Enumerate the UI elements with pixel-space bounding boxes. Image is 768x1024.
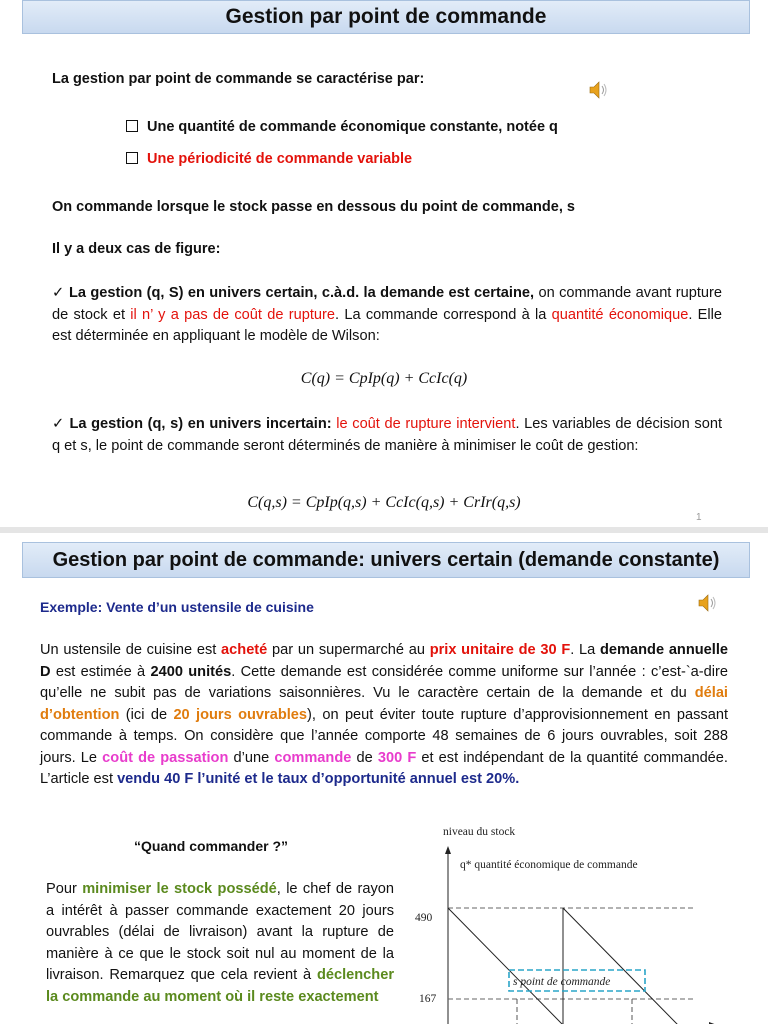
y-axis-arrow <box>445 846 451 854</box>
order-rule: On commande lorsque le stock passe en dessous du point de commande, s <box>52 199 575 215</box>
y-tick-490: 490 <box>415 912 433 924</box>
slide-title: Gestion par point de commande: univers certain (demande constante) <box>22 542 750 578</box>
graph-ylabel: niveau du stock <box>443 826 516 838</box>
bullet-2 <box>126 151 412 167</box>
case-1-paragraph: ✓ La gestion (q, S) en univers certain, c.à.d. la demande est certaine, on commande avant rupture de stock et il n’ y a pas de coût de rupture. La commande correspond à la quantité économique. Elle est déterminée en appliquant le modèle de Wilson: <box>52 285 722 344</box>
check-icon: ✓ <box>52 285 69 301</box>
cases-intro: Il y a deux cas de figure: <box>52 241 221 257</box>
checkbox-icon <box>126 120 138 132</box>
example-heading: Exemple: Vente d’un ustensile de cuisine <box>40 599 314 615</box>
y-tick-167: 167 <box>419 993 437 1005</box>
speaker-icon[interactable] <box>588 79 610 101</box>
checkbox-icon <box>126 152 138 164</box>
check-icon: ✓ <box>52 416 70 432</box>
bullet-1 <box>126 119 558 135</box>
slide-2 <box>0 532 768 1024</box>
bullet-1-text: Une quantité de commande économique constante, notée q <box>147 119 558 135</box>
quand-heading: “Quand commander ?” <box>134 838 289 854</box>
speaker-icon[interactable] <box>697 592 719 614</box>
order-point-label: s point de commande <box>513 976 611 988</box>
case-2-paragraph: ✓ La gestion (q, s) en univers incertain: le coût de rupture intervient. Les variables de décision sont q et s, le point de commande seront déterminés de manière à minimiser le coût de gestion: <box>52 416 723 454</box>
formula-cost: C(q,s) = CpIp(q,s) + CcIc(q,s) + CrIr(q,s) <box>247 494 521 511</box>
formula-wilson: C(q) = CpIp(q) + CcIc(q) <box>300 370 468 387</box>
intro-text: La gestion par point de commande se caractérise par: <box>52 71 425 87</box>
stock-graph <box>405 818 735 1024</box>
page-number: 1 <box>696 512 702 523</box>
stock-decline-1 <box>448 908 563 1024</box>
stock-decline-2 <box>563 908 678 1024</box>
bullet-2-text: Une périodicité de commande variable <box>147 151 413 167</box>
quand-paragraph: Pour minimiser le stock possédé, le chef de rayon a intérêt à passer commande exactement 20 jours ouvrables (délai de livraison) avant la rupture de manière à ce que le stock soit nul au moment de la livraison. Remarquez que cela revient à déclencher la commande au moment où il reste exactement <box>46 881 394 1005</box>
slide-title: Gestion par point de commande <box>22 0 750 34</box>
example-paragraph: Un ustensile de cuisine est acheté par un supermarché au prix unitaire de 30 F. La demande annuelle D est estimée à 2400 unités. Cette demande est considérée comme uniforme sur l’année : c’est-`a-dire qu’elle ne subit pas de variations saisonnières. Vu le caractère certain de la demande et du délai d’obtention (ici de 20 jours ouvrables), on peut éviter toute rupture d’approvisionnement en passant commande à temps. On considère que l’année comporte 48 semaines de 6 jours ouvrables, soit 288 jours. Le coût de passation d’une commande de 300 F et est indépendant de la quantité commandée. L’article est vendu 40 F l’unité et le taux d’opportunité annuel est 20%. <box>40 642 729 787</box>
qstar-label: q* quantité économique de commande <box>460 859 638 871</box>
